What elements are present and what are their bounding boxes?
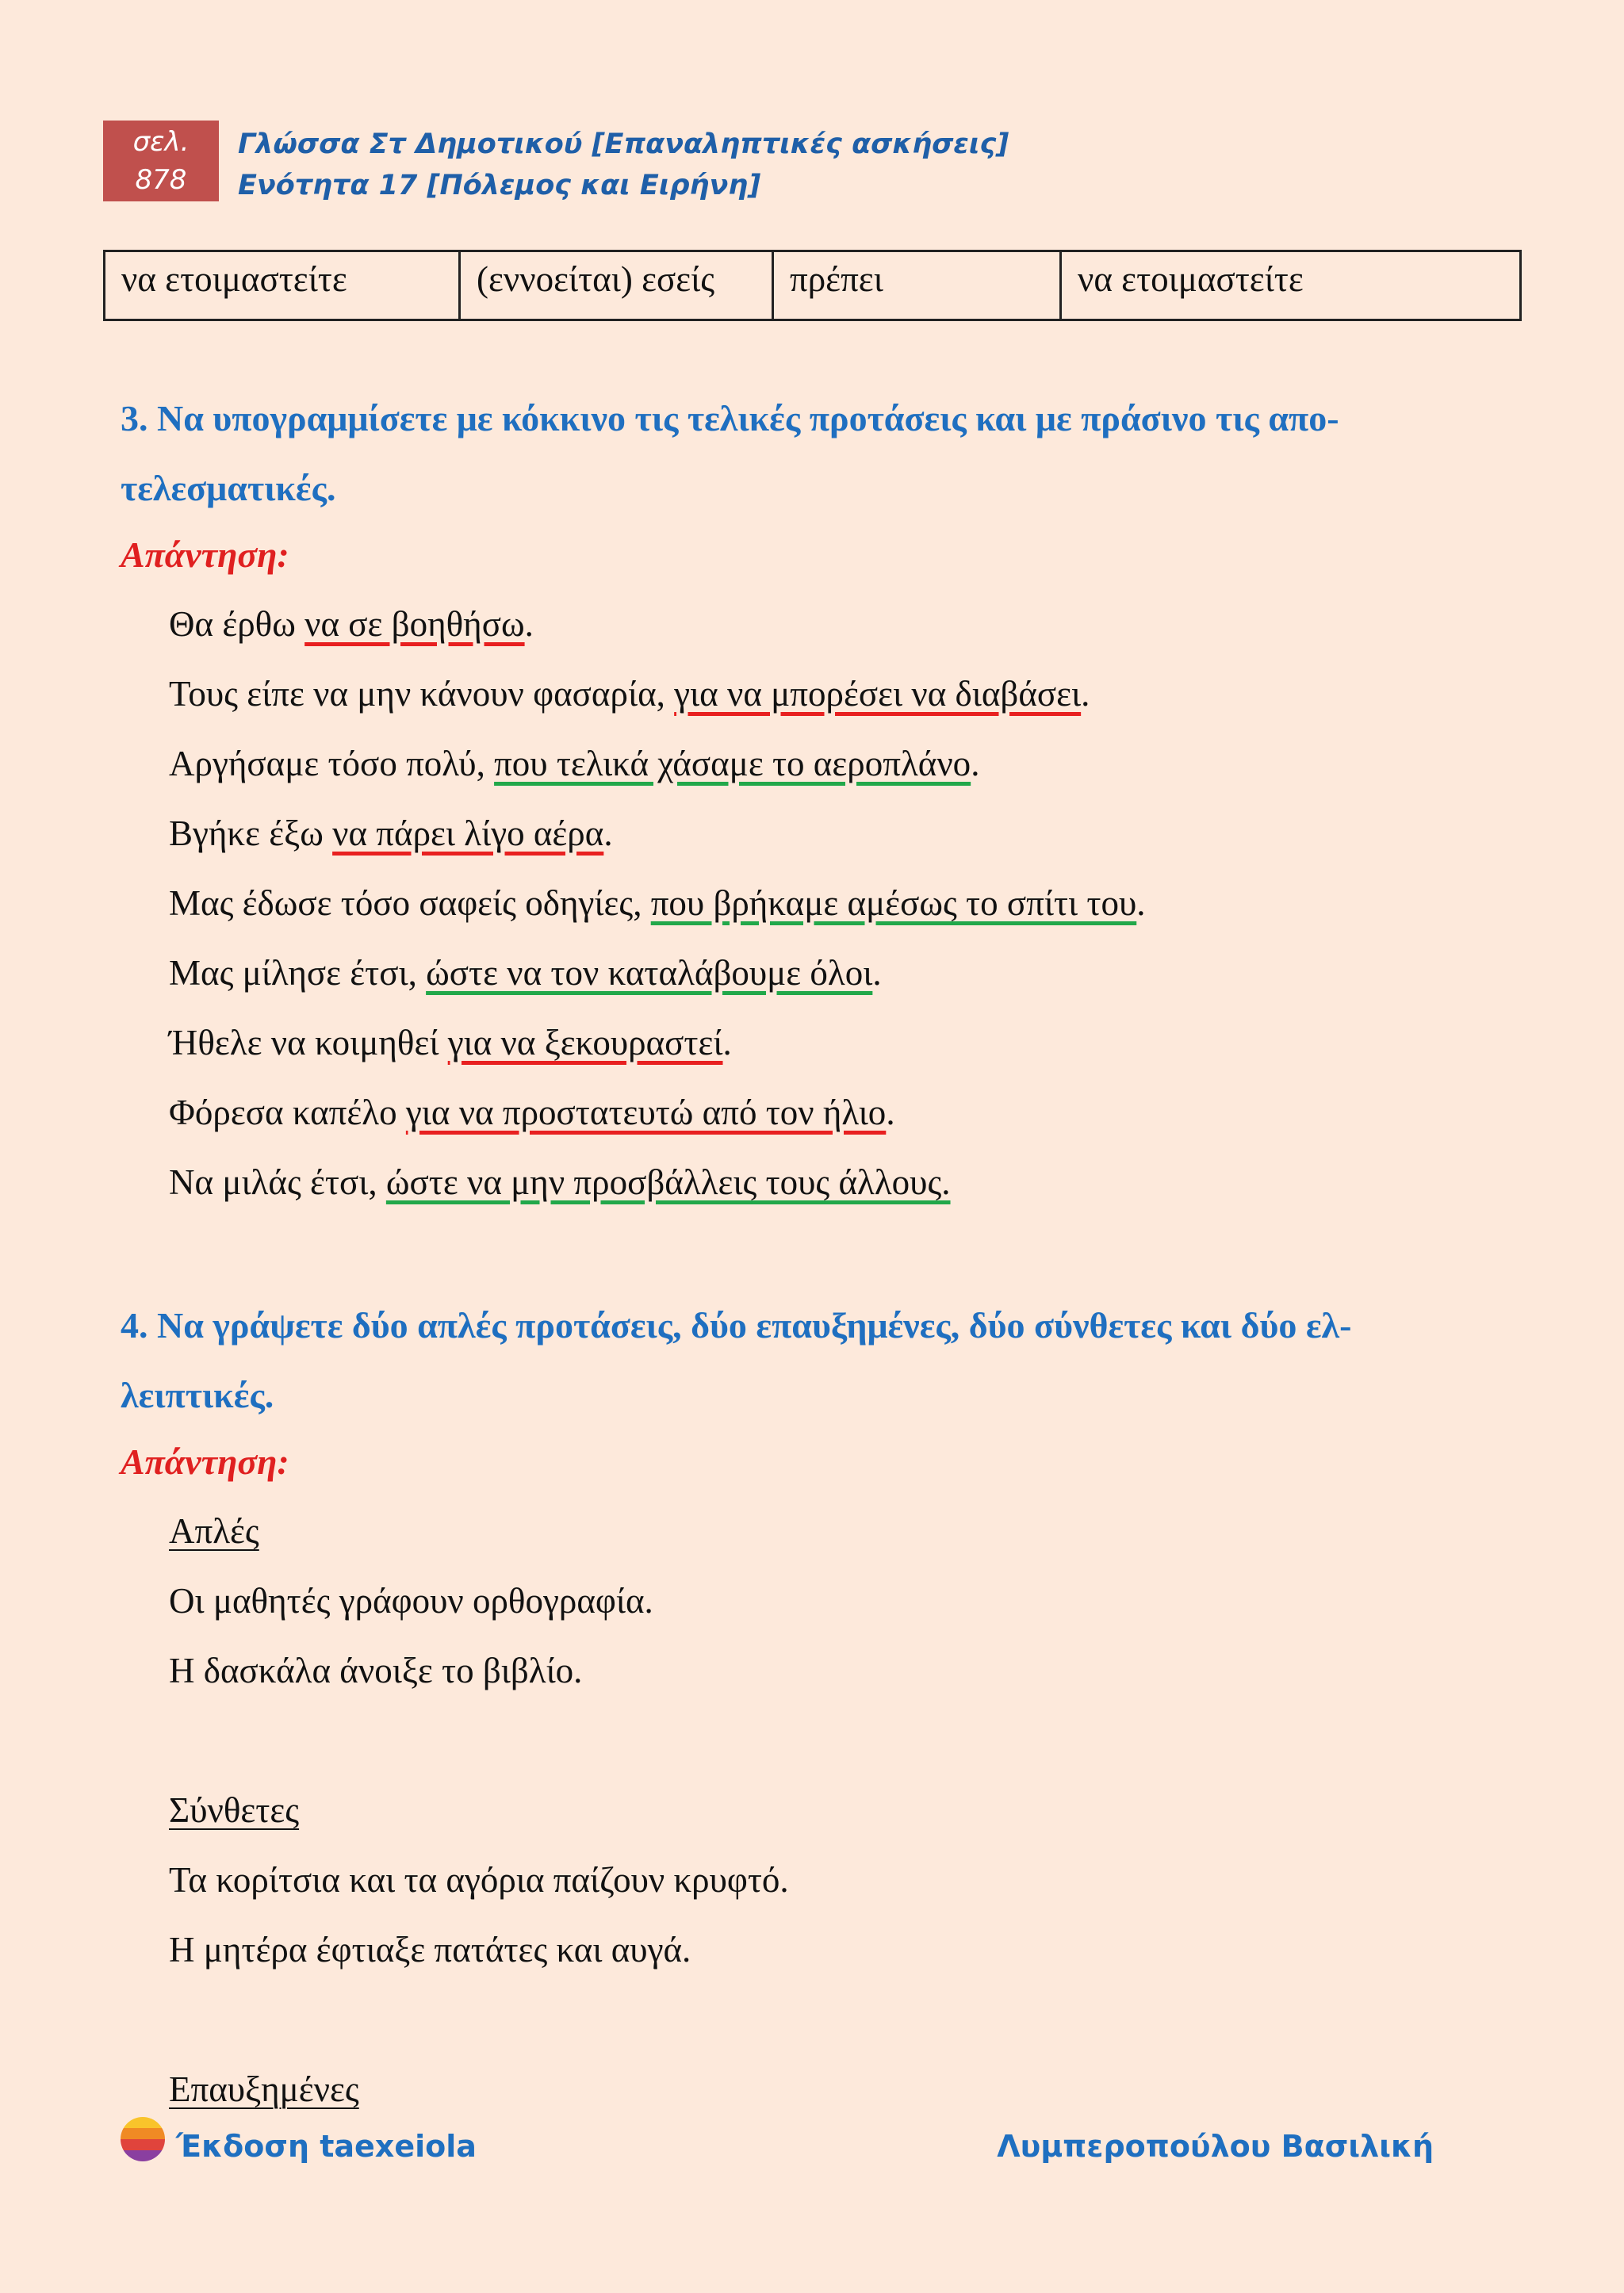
page-label: σελ. bbox=[132, 126, 190, 158]
answer-label-4: Απάντηση: bbox=[121, 1441, 289, 1482]
sentence-punctuation: . bbox=[872, 953, 882, 993]
sentence-punctuation: . bbox=[603, 813, 613, 853]
final-clause-underlined: για να προστατευτώ από τον ήλιο bbox=[405, 1093, 887, 1132]
sentence-main-clause: Μας έδωσε τόσο σαφείς οδηγίες, bbox=[169, 883, 651, 923]
result-clause-underlined: ώστε να τον καταλάβουμε όλοι bbox=[426, 953, 873, 993]
final-clause-underlined: για να ξεκουραστεί bbox=[447, 1023, 723, 1062]
header-titles bbox=[238, 124, 1009, 206]
simple-sentence-2: Η δασκάλα άνοιξε το βιβλίο. bbox=[169, 1651, 583, 1690]
table-cell: να ετοιμαστείτε bbox=[105, 251, 460, 320]
sentence-punctuation: . bbox=[524, 604, 534, 644]
answer-sentence bbox=[169, 813, 613, 854]
footer-publisher: Έκδοση taexeiola bbox=[176, 2129, 477, 2164]
sentence-main-clause: Ήθελε να κοιμηθεί bbox=[169, 1023, 448, 1062]
compound-sentence-1: Τα κορίτσια και τα αγόρια παίζουν κρυφτό. bbox=[169, 1860, 789, 1900]
table-cell: να ετοιμαστείτε bbox=[1061, 251, 1521, 320]
answer-sentence bbox=[169, 952, 882, 993]
grammar-table bbox=[103, 250, 1522, 321]
final-clause-underlined: να πάρει λίγο αέρα bbox=[332, 813, 604, 853]
table-cell: (εννοείται) εσείς bbox=[460, 251, 773, 320]
answer-sentence bbox=[169, 1022, 732, 1063]
table-row bbox=[105, 251, 1521, 320]
page-number-badge bbox=[103, 121, 219, 201]
page-number: 878 bbox=[135, 164, 187, 196]
question-3-line1: 3. Να υπογραμμίσετε με κόκκινο τις τελικές προτάσεις και με πράσινο τις απο- bbox=[121, 398, 1339, 438]
publisher-logo-icon bbox=[121, 2117, 165, 2161]
simple-heading: Απλές bbox=[169, 1511, 259, 1551]
sentence-main-clause: Φόρεσα καπέλο bbox=[169, 1093, 406, 1132]
answer-sentence bbox=[169, 882, 1146, 924]
sentence-main-clause: Να μιλάς έτσι, bbox=[169, 1162, 386, 1202]
sentence-main-clause: Τους είπε να μην κάνουν φασαρία, bbox=[169, 674, 675, 714]
answer-label-3: Απάντηση: bbox=[121, 534, 289, 575]
answer-sentence bbox=[169, 603, 534, 645]
answer-sentence bbox=[169, 1092, 895, 1133]
unit-title: Ενότητα 17 [Πόλεμος και Ειρήνη] bbox=[238, 170, 761, 201]
sentence-main-clause: Θα έρθω bbox=[169, 604, 305, 644]
sentence-main-clause: Μας μίλησε έτσι, bbox=[169, 953, 427, 993]
compound-sentence-2: Η μητέρα έφτιαξε πατάτες και αυγά. bbox=[169, 1930, 691, 1970]
question-4 bbox=[121, 1291, 1516, 1430]
sentence-punctuation: . bbox=[886, 1093, 895, 1132]
compound-heading: Σύνθετες bbox=[169, 1790, 300, 1830]
sentence-punctuation: . bbox=[1081, 674, 1090, 714]
final-clause-underlined: να σε βοηθήσω bbox=[304, 604, 525, 644]
answer-sentence bbox=[169, 673, 1090, 714]
question-4-line2: λειπτικές. bbox=[121, 1375, 274, 1415]
result-clause-underlined: ώστε να μην προσβάλλεις τους άλλους. bbox=[385, 1162, 951, 1202]
sentence-main-clause: Βγήκε έξω bbox=[169, 813, 333, 853]
answer-sentence bbox=[169, 1162, 951, 1203]
simple-sentence-1: Οι μαθητές γράφουν ορθογραφία. bbox=[169, 1581, 653, 1621]
question-4-line1: 4. Να γράψετε δύο απλές προτάσεις, δύο επαυξημένες, δύο σύνθετες και δύο ελ- bbox=[121, 1305, 1352, 1346]
question-3 bbox=[121, 384, 1516, 523]
question-3-line2: τελεσματικές. bbox=[121, 468, 336, 508]
answer-sentence bbox=[169, 743, 979, 784]
result-clause-underlined: που τελικά χάσαμε το αεροπλάνο bbox=[494, 744, 971, 783]
sentence-main-clause: Αργήσαμε τόσο πολύ, bbox=[169, 744, 495, 783]
final-clause-underlined: για να μπορέσει να διαβάσει bbox=[674, 674, 1082, 714]
sentence-punctuation: . bbox=[1136, 883, 1146, 923]
result-clause-underlined: που βρήκαμε αμέσως το σπίτι του bbox=[650, 883, 1137, 923]
sentence-punctuation: . bbox=[722, 1023, 732, 1062]
sentence-punctuation: . bbox=[971, 744, 980, 783]
table-cell: πρέπει bbox=[773, 251, 1061, 320]
extended-heading: Επαυξημένες bbox=[169, 2069, 359, 2109]
book-title: Γλώσσα Στ Δημοτικού [Επαναληπτικές ασκήσεις] bbox=[238, 128, 1009, 160]
footer-author: Λυμπεροπούλου Βασιλική bbox=[997, 2129, 1434, 2164]
